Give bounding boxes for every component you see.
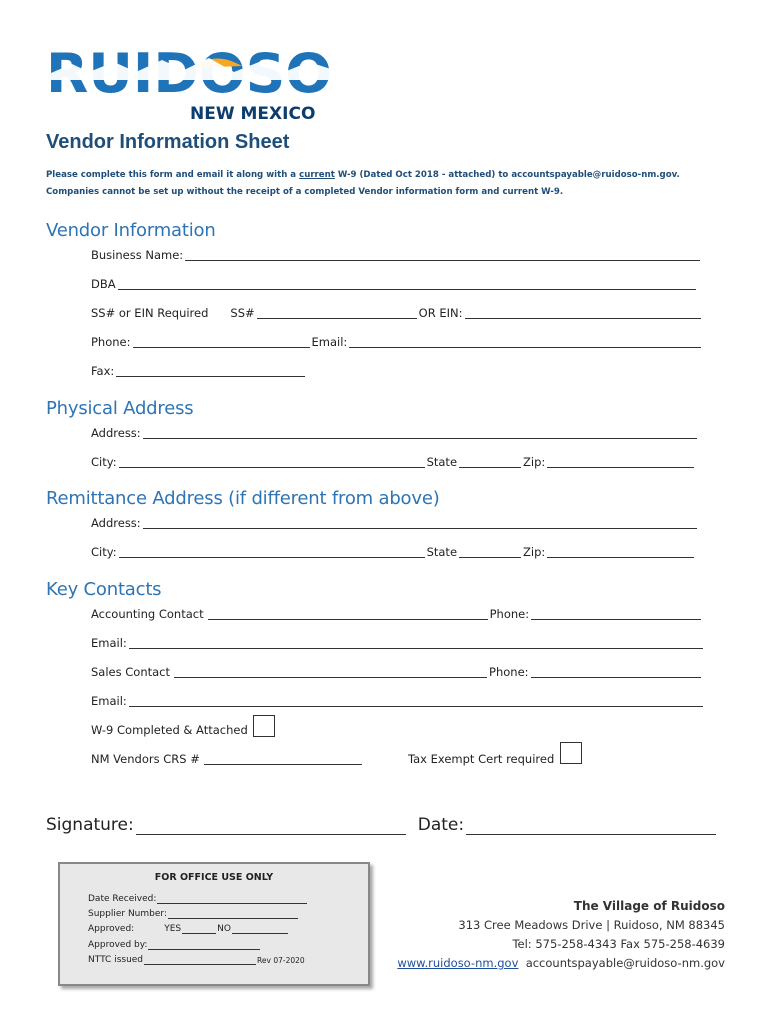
ss-field[interactable] <box>257 306 417 319</box>
crs-row: NM Vendors CRS # <box>91 750 364 766</box>
remit-city-field[interactable] <box>119 545 425 558</box>
physical-state-field[interactable] <box>459 455 521 468</box>
web-email-line <box>397 956 725 970</box>
website-link[interactable]: www.ruidoso-nm.gov <box>397 956 519 970</box>
tax-exempt-checkbox[interactable] <box>560 742 582 764</box>
fax-field[interactable] <box>116 364 305 377</box>
page-title: Vendor Information Sheet <box>46 131 290 153</box>
street-address: 313 Cree Meadows Drive | Ruidoso, NM 88345 <box>458 918 725 932</box>
business-name-field[interactable] <box>185 248 700 261</box>
accounting-contact-field[interactable] <box>208 607 488 620</box>
sales-contact-row: Sales Contact Phone: <box>91 663 703 679</box>
signature-row: Signature: Date: <box>46 815 716 835</box>
ss-ein-row: SS# or EIN Required SS# OR EIN: <box>91 304 703 320</box>
dba-field[interactable] <box>118 277 696 290</box>
accounting-email-row: Email: <box>91 634 705 650</box>
phone-fax: Tel: 575-258-4343 Fax 575-258-4639 <box>512 937 725 951</box>
date-received-row: Date Received: <box>88 892 308 904</box>
ruidoso-logo <box>44 46 334 124</box>
remit-zip-field[interactable] <box>547 545 694 558</box>
approved-yes-field[interactable] <box>182 923 216 934</box>
crs-field[interactable] <box>204 752 362 765</box>
accounting-phone-field[interactable] <box>531 607 701 620</box>
w9-label: W-9 Completed & Attached <box>91 723 248 737</box>
approved-no-field[interactable] <box>232 923 288 934</box>
section-vendor-information: Vendor Information <box>46 220 216 241</box>
intro-text: Please complete this form and email it along with a current W-9 (Dated Oct 2018 - attached) to accountspayable@ruidoso-nm.gov. Companies cannot be set up without the receipt of a completed Vendor information form and current W-9. <box>46 170 680 197</box>
dba-row: DBA <box>91 275 698 291</box>
approved-row: Approved: YES NO <box>88 922 289 934</box>
physical-address-field[interactable] <box>143 426 697 439</box>
remit-address-row: Address: <box>91 514 699 530</box>
approved-by-row: Approved by: <box>88 938 261 950</box>
signature-field[interactable] <box>136 818 406 835</box>
supplier-number-row: Supplier Number: <box>88 907 299 919</box>
physical-city-row: City: State Zip: <box>91 453 696 469</box>
sales-contact-field[interactable] <box>174 665 487 678</box>
email-field[interactable] <box>349 335 701 348</box>
physical-city-field[interactable] <box>119 455 425 468</box>
date-field[interactable] <box>466 818 716 835</box>
supplier-number-field[interactable] <box>168 908 298 919</box>
phone-email-row: Phone: Email: <box>91 333 703 349</box>
fax-row: Fax: <box>91 362 307 378</box>
section-remittance-address: Remittance Address (if different from above) <box>46 488 440 509</box>
section-physical-address: Physical Address <box>46 398 194 419</box>
approved-by-field[interactable] <box>148 939 260 950</box>
sales-phone-field[interactable] <box>531 665 701 678</box>
accounting-email-field[interactable] <box>129 636 703 649</box>
phone-field[interactable] <box>133 335 310 348</box>
village-name: The Village of Ruidoso <box>573 899 725 913</box>
office-use-header: FOR OFFICE USE ONLY <box>154 872 274 883</box>
sales-email-field[interactable] <box>129 694 703 707</box>
office-use-box <box>58 862 370 986</box>
logo-subtitle: NEW MEXICO <box>190 104 316 124</box>
nttc-row: NTTC issued Rev 07-2020 <box>88 955 305 965</box>
physical-address-row: Address: <box>91 424 699 440</box>
date-received-field[interactable] <box>157 893 307 904</box>
remit-city-row: City: State Zip: <box>91 543 696 559</box>
ein-field[interactable] <box>465 306 701 319</box>
footer-email: accountspayable@ruidoso-nm.gov <box>525 956 725 970</box>
physical-zip-field[interactable] <box>547 455 694 468</box>
accounting-contact-row: Accounting Contact Phone: <box>91 605 703 621</box>
revision-label: Rev 07-2020 <box>257 956 305 965</box>
business-name-row: Business Name: <box>91 246 702 262</box>
sales-email-row: Email: <box>91 692 705 708</box>
tax-exempt-label: Tax Exempt Cert required <box>408 752 555 766</box>
remit-address-field[interactable] <box>143 516 697 529</box>
w9-checkbox[interactable] <box>253 715 275 737</box>
nttc-field[interactable] <box>144 954 256 965</box>
section-key-contacts: Key Contacts <box>46 579 162 600</box>
current-underlined: current <box>299 170 335 180</box>
remit-state-field[interactable] <box>459 545 521 558</box>
